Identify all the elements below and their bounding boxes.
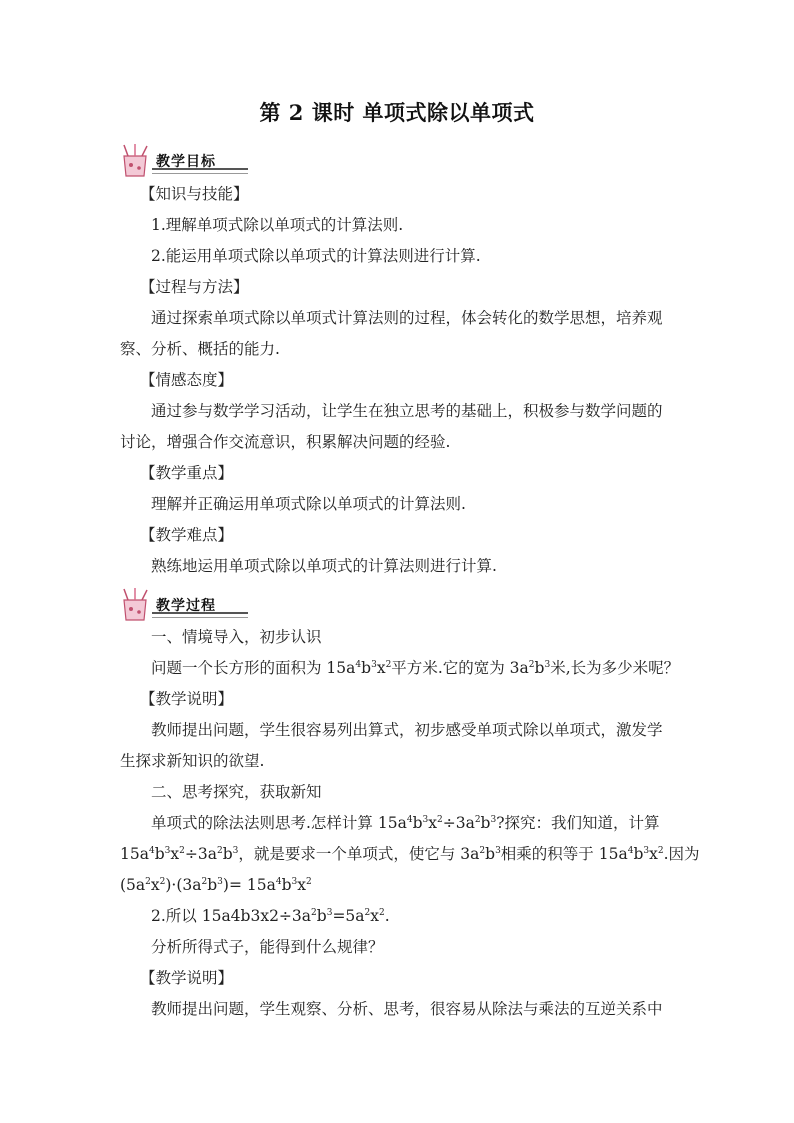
text-line: 【教学难点】 bbox=[140, 526, 234, 544]
text-line: 【过程与方法】 bbox=[140, 278, 249, 296]
text-line: 一、情境导入，初步认识 bbox=[151, 628, 322, 646]
text-line: 察、分析、概括的能力. bbox=[120, 340, 280, 358]
text-line: 【知识与技能】 bbox=[140, 185, 249, 203]
section-header-process bbox=[116, 586, 256, 622]
section-header-goals bbox=[116, 142, 256, 178]
text-line: 2.所以 $15a4b3x2\div 3a^2b^3=5a^2x^2$. bbox=[151, 907, 390, 925]
text-line: 分析所得式子，能得到什么规律？ bbox=[151, 938, 384, 956]
text-line: 讨论，增强合作交流意识，积累解决问题的经验. bbox=[120, 433, 451, 451]
text-line: 通过参与数学学习活动，让学生在独立思考的基础上，积极参与数学问题的 bbox=[151, 402, 663, 420]
text-line: $(5a^2x^2)\cdot(3a^2b^3)= 15a^4b^3x^2$ bbox=[120, 876, 312, 894]
text-line: 单项式的除法法则思考.怎样计算 $15a^4b^3x^2\div 3a^2b^3$?探究：我们知道，计算 bbox=[151, 814, 660, 832]
text-line: 1.理解单项式除以单项式的计算法则. bbox=[151, 216, 404, 234]
text-line: 【情感态度】 bbox=[140, 371, 234, 389]
text-line: 2.能运用单项式除以单项式的计算法则进行计算. bbox=[151, 247, 481, 265]
text-line: 【教学重点】 bbox=[140, 464, 234, 482]
text-line: 问题一个长方形的面积为 $15a^4b^3x^2$平方米.它的宽为 $3a^2b^3$米,长为多少米呢？ bbox=[151, 659, 680, 677]
text-line: 熟练地运用单项式除以单项式的计算法则进行计算. bbox=[151, 557, 497, 575]
text-line: 生探求新知识的欲望. bbox=[120, 752, 265, 770]
text-line: 教师提出问题，学生观察、分析、思考，很容易从除法与乘法的互逆关系中 bbox=[151, 1000, 663, 1018]
section-label: 教学过程 bbox=[156, 598, 216, 614]
section-label: 教学目标 bbox=[156, 154, 216, 170]
text-line: 【教学说明】 bbox=[140, 969, 234, 987]
text-line: 理解并正确运用单项式除以单项式的计算法则. bbox=[151, 495, 466, 513]
text-line: 二、思考探究，获取新知 bbox=[151, 783, 322, 801]
text-line: 【教学说明】 bbox=[140, 690, 234, 708]
lesson-title: 第 2 课时 单项式除以单项式 bbox=[259, 100, 535, 125]
text-line: $15a^4b^3x^2\div 3a^2b^3$，就是要求一个单项式，使它与 $3a^2b^3$相乘的积等于 $15a^4b^3x^2$.因为 bbox=[120, 845, 700, 863]
text-line: 通过探索单项式除以单项式计算法则的过程，体会转化的数学思想，培养观 bbox=[151, 309, 663, 327]
text-line: 教师提出问题，学生很容易列出算式，初步感受单项式除以单项式，激发学 bbox=[151, 721, 663, 739]
